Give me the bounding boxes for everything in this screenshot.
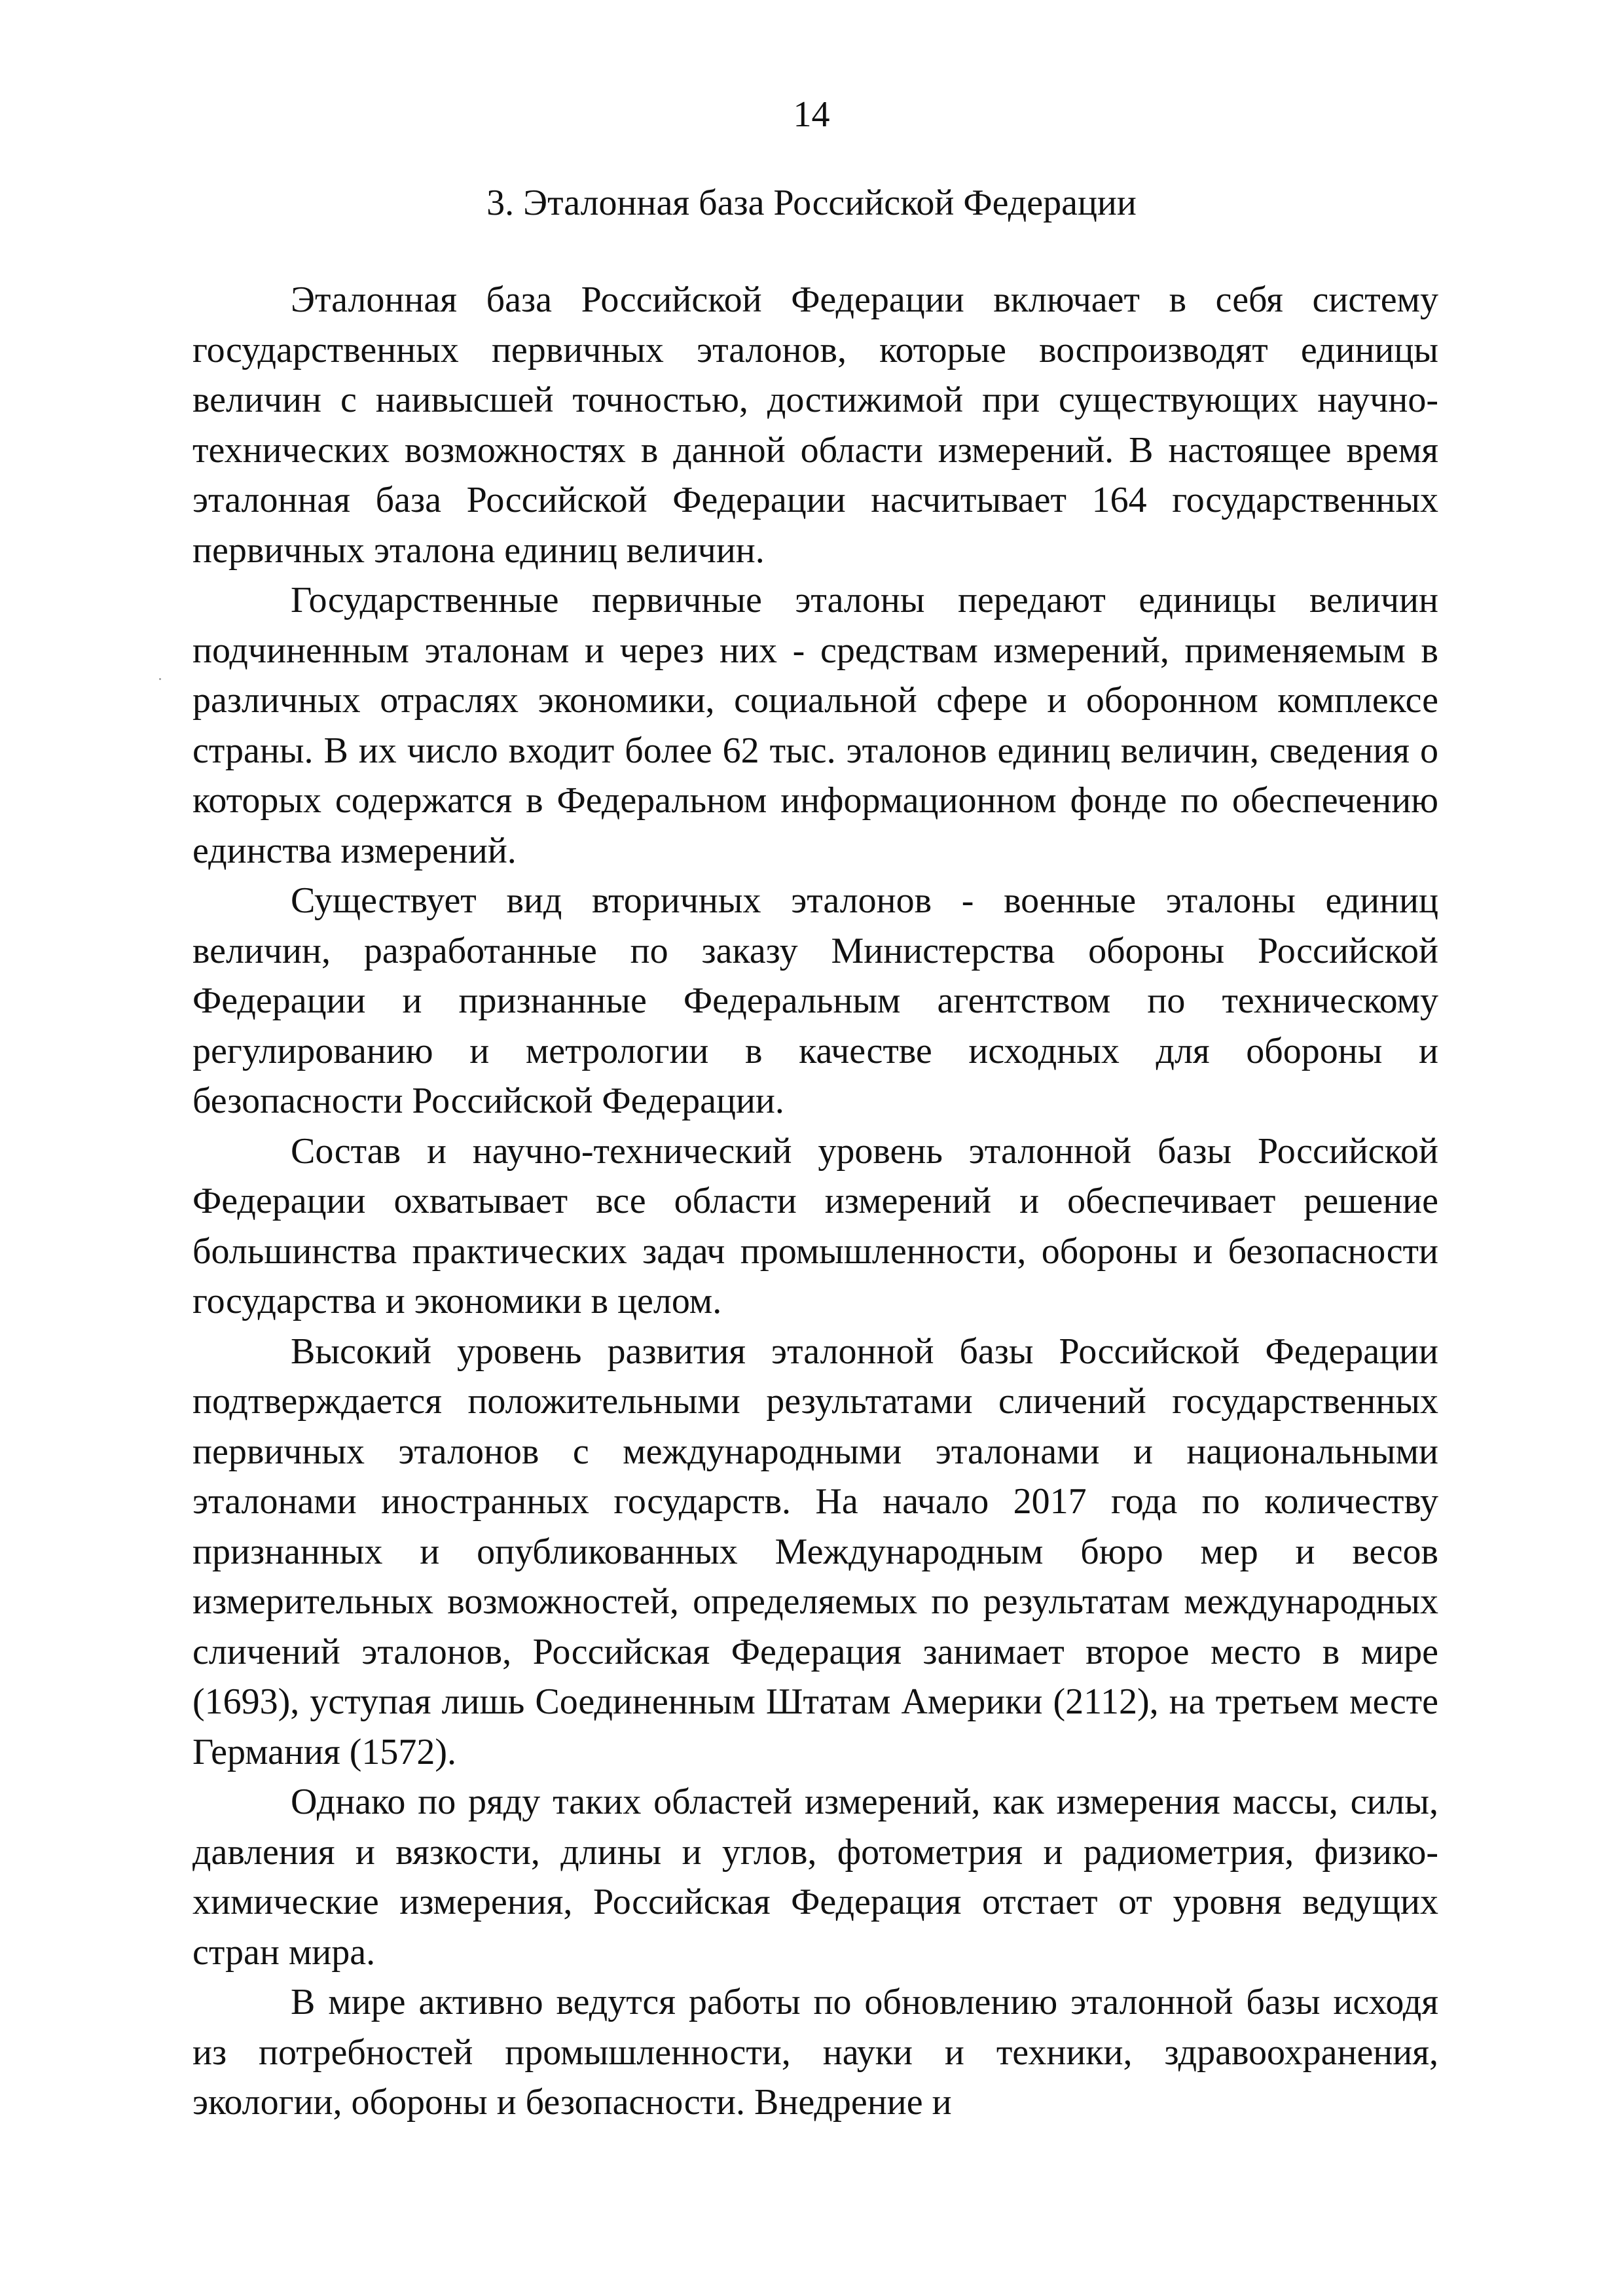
paragraph-6: Однако по ряду таких областей измерений, как измерения массы, силы, давления и вязкости, длины и углов, фотометрия и радиометрия, физико-химические измерения, Российская Федерация отстает от уровня ведущих стран мира. [192,1782,1438,1973]
scan-artifact-dot [159,678,161,680]
paragraph-2: Государственные первичные эталоны передают единицы величин подчиненным эталонам и через них - средствам измерений, применяемым в различных отраслях экономики, социальной сфере и оборонном комплексе страны. В их число входит более 62 тыс. эталонов единиц величин, сведения о которых содержатся в Федеральном информационном фонде по обеспечению единства измерений. [192,580,1438,871]
paragraph-5: Высокий уровень развития эталонной базы Российской Федерации подтверждается положительными результатами сличений государственных первичных эталонов с международными эталонами и национальными эталонами иностранных государств. На начало 2017 года по количеству признанных и опубликованных Международным бюро мер и весов измерительных возможностей, определяемых по результатам международных сличений эталонов, Российская Федерация занимает второе место в мире (1693), уступая лишь Соединенным Штатам Америки (2112), на третьем месте Германия (1572). [192,1331,1438,1772]
paragraph-4: Состав и научно-технический уровень эталонной базы Российской Федерации охватывает все области измерений и обеспечивает решение большинства практических задач промышленности, обороны и безопасности государства и экономики в целом. [192,1130,1438,1321]
page-number: 14 [793,94,830,135]
paragraph-3: Существует вид вторичных эталонов - военные эталоны единиц величин, разработанные по заказу Министерства обороны Российской Федерации и признанные Федеральным агентством по техническому регулированию и метрологии в качестве исходных для обороны и безопасности Российской Федерации. [192,880,1438,1121]
paragraph-7: В мире активно ведутся работы по обновлению эталонной базы исходя из потребностей промышленности, науки и техники, здравоохранения, экологии, обороны и безопасности. Внедрение и [192,1982,1438,2123]
paragraph-1: Эталонная база Российской Федерации включает в себя систему государственных первичных эталонов, которые воспроизводят единицы величин с наивысшей точностью, достижимой при существующих научно-технических возможностях в данной области измерений. В настоящее время эталонная база Российской Федерации насчитывает 164 государственных первичных эталона единиц величин. [192,279,1438,571]
section-title: 3. Эталонная база Российской Федерации [486,183,1137,223]
body-text [192,275,1438,2128]
